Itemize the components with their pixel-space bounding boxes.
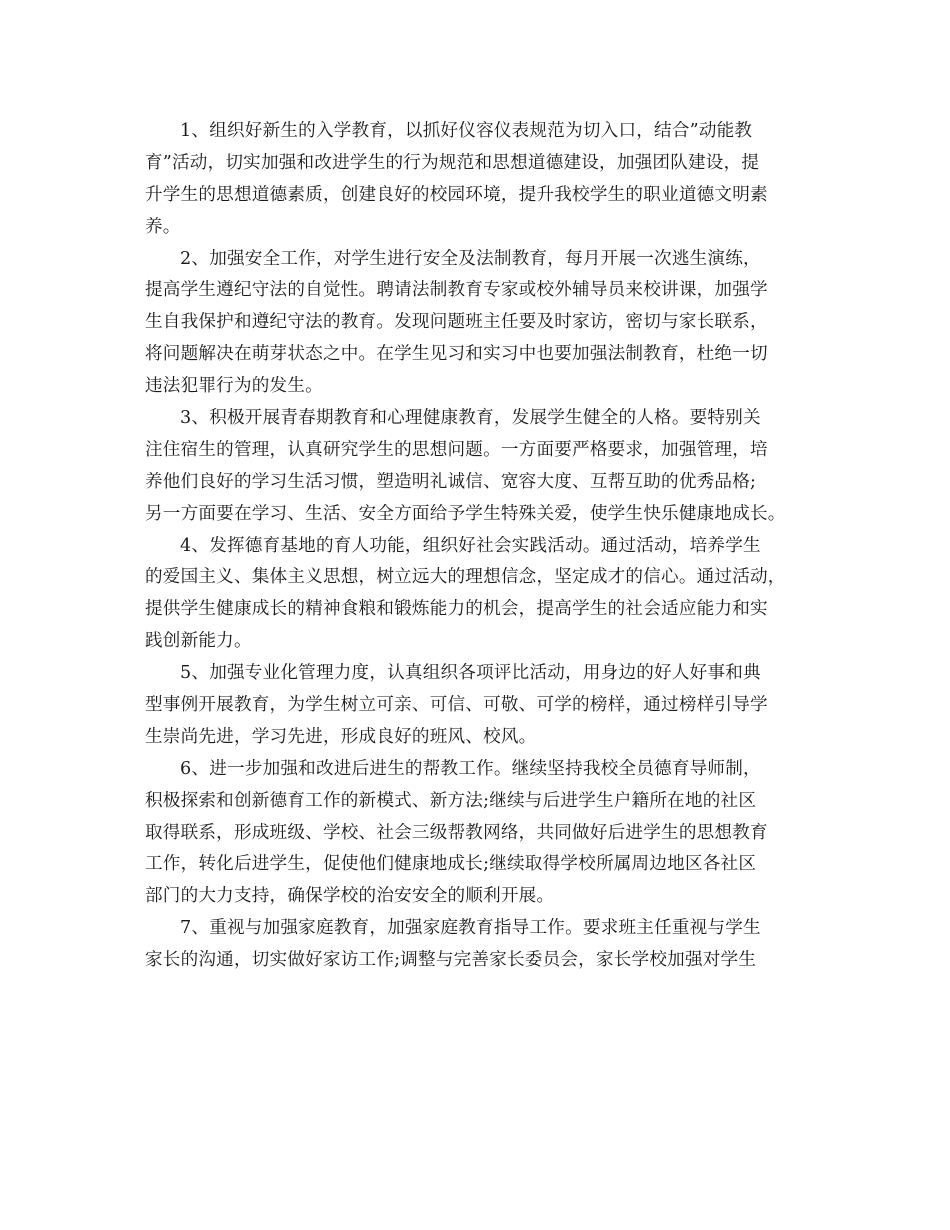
text-line: 的爱国主义、集体主义思想，树立远大的理想信念，坚定成才的信心。通过活动， [145, 567, 786, 588]
text-line: 部门的大力支持，确保学校的治安安全的顺利开展。 [145, 886, 555, 907]
text-line: 3、积极开展青春期教育和心理健康教育，发展学生健全的人格。要特别关 [180, 408, 761, 429]
text-line: 2、加强安全工作，对学生进行安全及法制教育，每月开展一次逃生演练， [180, 248, 761, 269]
text-line: 1、组织好新生的入学教育，以抓好仪容仪表规范为切入口，结合”动能教 [180, 121, 753, 141]
paragraph-5 [145, 658, 815, 754]
paragraph-2 [145, 244, 815, 403]
text-line: 7、重视与加强家庭教育，加强家庭教育指导工作。要求班主任重视与学生 [180, 918, 761, 939]
text-line: 生自我保护和遵纪守法的教育。发现问题班主任要及时家访，密切与家长联系， [145, 312, 768, 333]
text-line: 另一方面要在学习、生活、安全方面给予学生特殊关爱，使学生快乐健康地成长。 [145, 503, 786, 524]
text-line: 注住宿生的管理，认真研究学生的思想问题。一方面要严格要求，加强管理，培 [145, 439, 768, 460]
text-line: 6、进一步加强和改进后进生的帮教工作。继续坚持我校全员德育导师制， [180, 758, 761, 779]
paragraph-1 [145, 116, 815, 244]
text-line: 践创新能力。 [145, 631, 252, 652]
text-line: 生崇尚先进，学习先进，形成良好的班风、校风。 [145, 726, 537, 747]
text-line: 家长的沟通，切实做好家访工作;调整与完善家长委员会，家长学校加强对学生 [145, 950, 757, 971]
text-line: 将问题解决在萌芽状态之中。在学生见习和实习中也要加强法制教育，杜绝一切 [145, 344, 768, 365]
text-line: 积极探索和创新德育工作的新模式、新方法;继续与后进学生户籍所在地的社区 [145, 790, 757, 811]
text-line: 4、发挥德育基地的育人功能，组织好社会实践活动。通过活动，培养学生 [180, 535, 761, 556]
paragraph-4 [145, 531, 815, 659]
text-line: 养他们良好的学习生活习惯，塑造明礼诚信、宽容大度、互帮互助的优秀品格; [145, 471, 757, 492]
text-line: 取得联系，形成班级、学校、社会三级帮教网络，共同做好后进学生的思想教育 [145, 822, 768, 843]
text-line: 升学生的思想道德素质，创建良好的校园环境，提升我校学生的职业道德文明素 [145, 184, 768, 205]
document-body [145, 116, 815, 977]
text-line: 提供学生健康成长的精神食粮和锻炼能力的机会，提高学生的社会适应能力和实 [145, 599, 768, 620]
text-line: 提高学生遵纪守法的自觉性。聘请法制教育专家或校外辅导员来校讲课，加强学 [145, 280, 768, 301]
text-line: 5、加强专业化管理力度，认真组织各项评比活动，用身边的好人好事和典 [180, 663, 761, 684]
paragraph-3 [145, 403, 815, 531]
text-line: 育”活动，切实加强和改进学生的行为规范和思想道德建设，加强团队建设，提 [145, 152, 760, 173]
text-line: 违法犯罪行为的发生。 [145, 376, 323, 397]
text-line: 养。 [145, 216, 181, 237]
paragraph-6 [145, 754, 815, 913]
paragraph-7 [145, 913, 815, 977]
text-line: 型事例开展教育，为学生树立可亲、可信、可敬、可学的榜样，通过榜样引导学 [145, 695, 768, 716]
text-line: 工作，转化后进学生，促使他们健康地成长;继续取得学校所属周边地区各社区 [145, 854, 757, 875]
